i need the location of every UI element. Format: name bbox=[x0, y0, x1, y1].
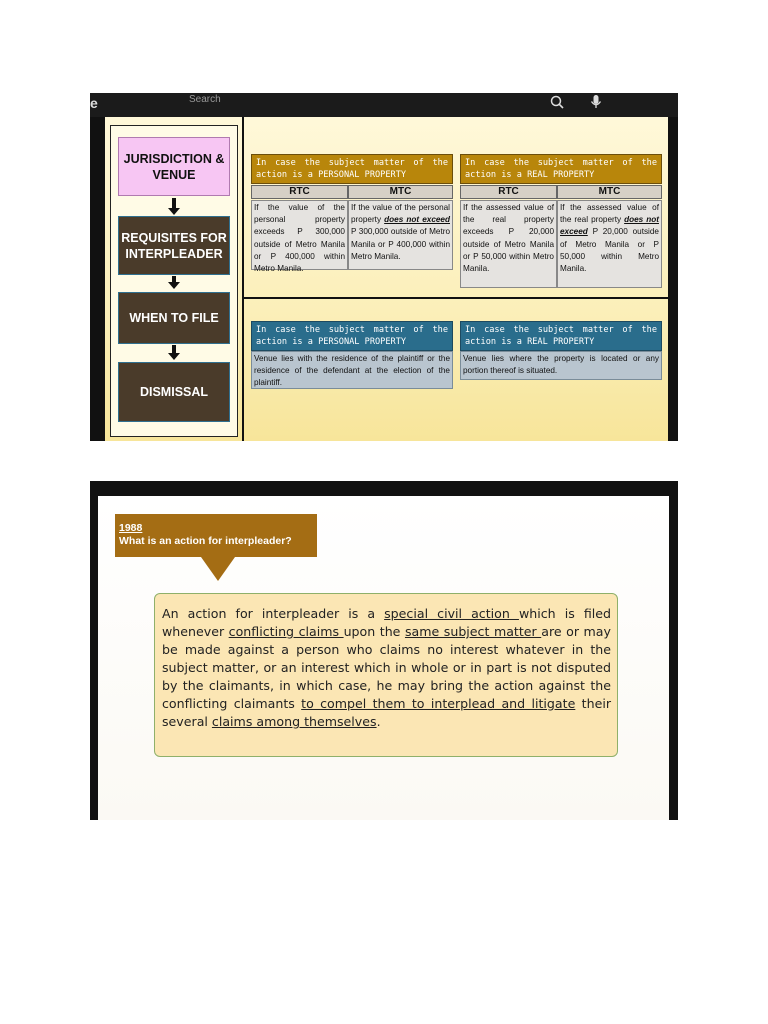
definition-part: which is filed whenever bbox=[162, 606, 612, 639]
flow-requisites: REQUISITES FOR INTERPLEADER bbox=[118, 216, 230, 275]
question-year: 1988 bbox=[119, 522, 143, 534]
real-mtc-cell bbox=[557, 200, 662, 288]
question-tag bbox=[115, 514, 317, 557]
definition-part: are or may be made against a person who claims no interest whatever in the subject matter, or an interest which in whole or in part is not disputed by the claimants, in which case, he may bring the action against the conflicting claimants bbox=[162, 624, 611, 711]
cell-emphasis: does not exceed bbox=[560, 215, 659, 237]
flow-dismissal: DISMISSAL bbox=[118, 362, 230, 422]
personal-rtc-cell: If the value of the personal property exceeds P 300,000 outside of Metro Manila or P 400,000 within Metro Manila. bbox=[251, 200, 348, 270]
microphone-icon[interactable] bbox=[588, 93, 604, 113]
flow-arrow-down-icon bbox=[168, 282, 180, 289]
slide-interpleader-definition bbox=[90, 481, 678, 820]
topic-flow bbox=[110, 125, 238, 437]
flow-arrow-down-icon bbox=[168, 353, 180, 360]
definition-underlined: claims among themselves bbox=[211, 714, 377, 729]
cell-text: If the value of the personal property bbox=[351, 203, 450, 225]
definition-underlined: conflicting claims bbox=[228, 624, 344, 639]
slide-content bbox=[105, 117, 668, 441]
rtc-column-header: RTC bbox=[460, 185, 557, 199]
cell-text: If the assessed value of the real property bbox=[560, 203, 659, 225]
definition-part: their several bbox=[162, 696, 612, 729]
video-top-bar bbox=[90, 93, 678, 117]
flow-arrow-stem bbox=[172, 198, 176, 208]
cell-text: P 20,000 outside of Metro Manila or P 50,000 within Metro Manila. bbox=[560, 227, 659, 274]
personal-property-header: In case the subject matter of the action is a PERSONAL PROPERTY bbox=[251, 154, 453, 184]
cell-emphasis: does not exceed bbox=[384, 215, 450, 225]
search-icon[interactable] bbox=[546, 93, 568, 113]
question-text: What is an action for interpleader? bbox=[119, 535, 292, 547]
definition-underlined: special civil action bbox=[384, 606, 519, 621]
venue-personal-cell: Venue lies with the residence of the plaintiff or the residence of the defendant at the election of the plaintiff. bbox=[251, 351, 453, 389]
personal-mtc-cell bbox=[348, 200, 453, 270]
definition-part: upon the bbox=[343, 624, 405, 639]
down-arrow-icon bbox=[201, 557, 235, 581]
venue-real-cell: Venue lies where the property is located or any portion thereof is situated. bbox=[460, 351, 662, 380]
definition-part: . bbox=[376, 714, 381, 729]
rtc-column-header: RTC bbox=[251, 185, 348, 199]
horizontal-divider bbox=[242, 297, 668, 299]
real-rtc-cell: If the assessed value of the real property exceeds P 20,000 outside of Metro Manila or P 50,000 within Metro Manila. bbox=[460, 200, 557, 288]
definition-part: An action for interpleader is a bbox=[162, 606, 385, 621]
mtc-column-header: MTC bbox=[348, 185, 453, 199]
cell-text: P 300,000 outside of Metro Manila or P 400,000 within Metro Manila. bbox=[351, 227, 450, 261]
mtc-column-header: MTC bbox=[557, 185, 662, 199]
definition-box bbox=[154, 593, 618, 757]
flow-jurisdiction-venue: JURISDICTION & VENUE bbox=[118, 137, 230, 196]
definition-underlined: same subject matter bbox=[404, 624, 542, 639]
search-input[interactable] bbox=[189, 93, 534, 114]
definition-underlined: to compel them to interplead and litigate bbox=[301, 696, 576, 711]
search-placeholder: Search bbox=[189, 94, 221, 105]
flow-arrow-stem bbox=[172, 345, 176, 353]
venue-personal-header: In case the subject matter of the action is a PERSONAL PROPERTY bbox=[251, 321, 453, 351]
slide-content bbox=[98, 496, 669, 820]
slide-jurisdiction-venue bbox=[90, 93, 678, 441]
flow-arrow-down-icon bbox=[168, 208, 180, 215]
flow-when-to-file: WHEN TO FILE bbox=[118, 292, 230, 344]
venue-real-header: In case the subject matter of the action is a REAL PROPERTY bbox=[460, 321, 662, 351]
cropped-logo-letter: e bbox=[90, 95, 98, 111]
definition-text bbox=[162, 605, 611, 731]
vertical-divider bbox=[242, 117, 244, 441]
real-property-header: In case the subject matter of the action is a REAL PROPERTY bbox=[460, 154, 662, 184]
